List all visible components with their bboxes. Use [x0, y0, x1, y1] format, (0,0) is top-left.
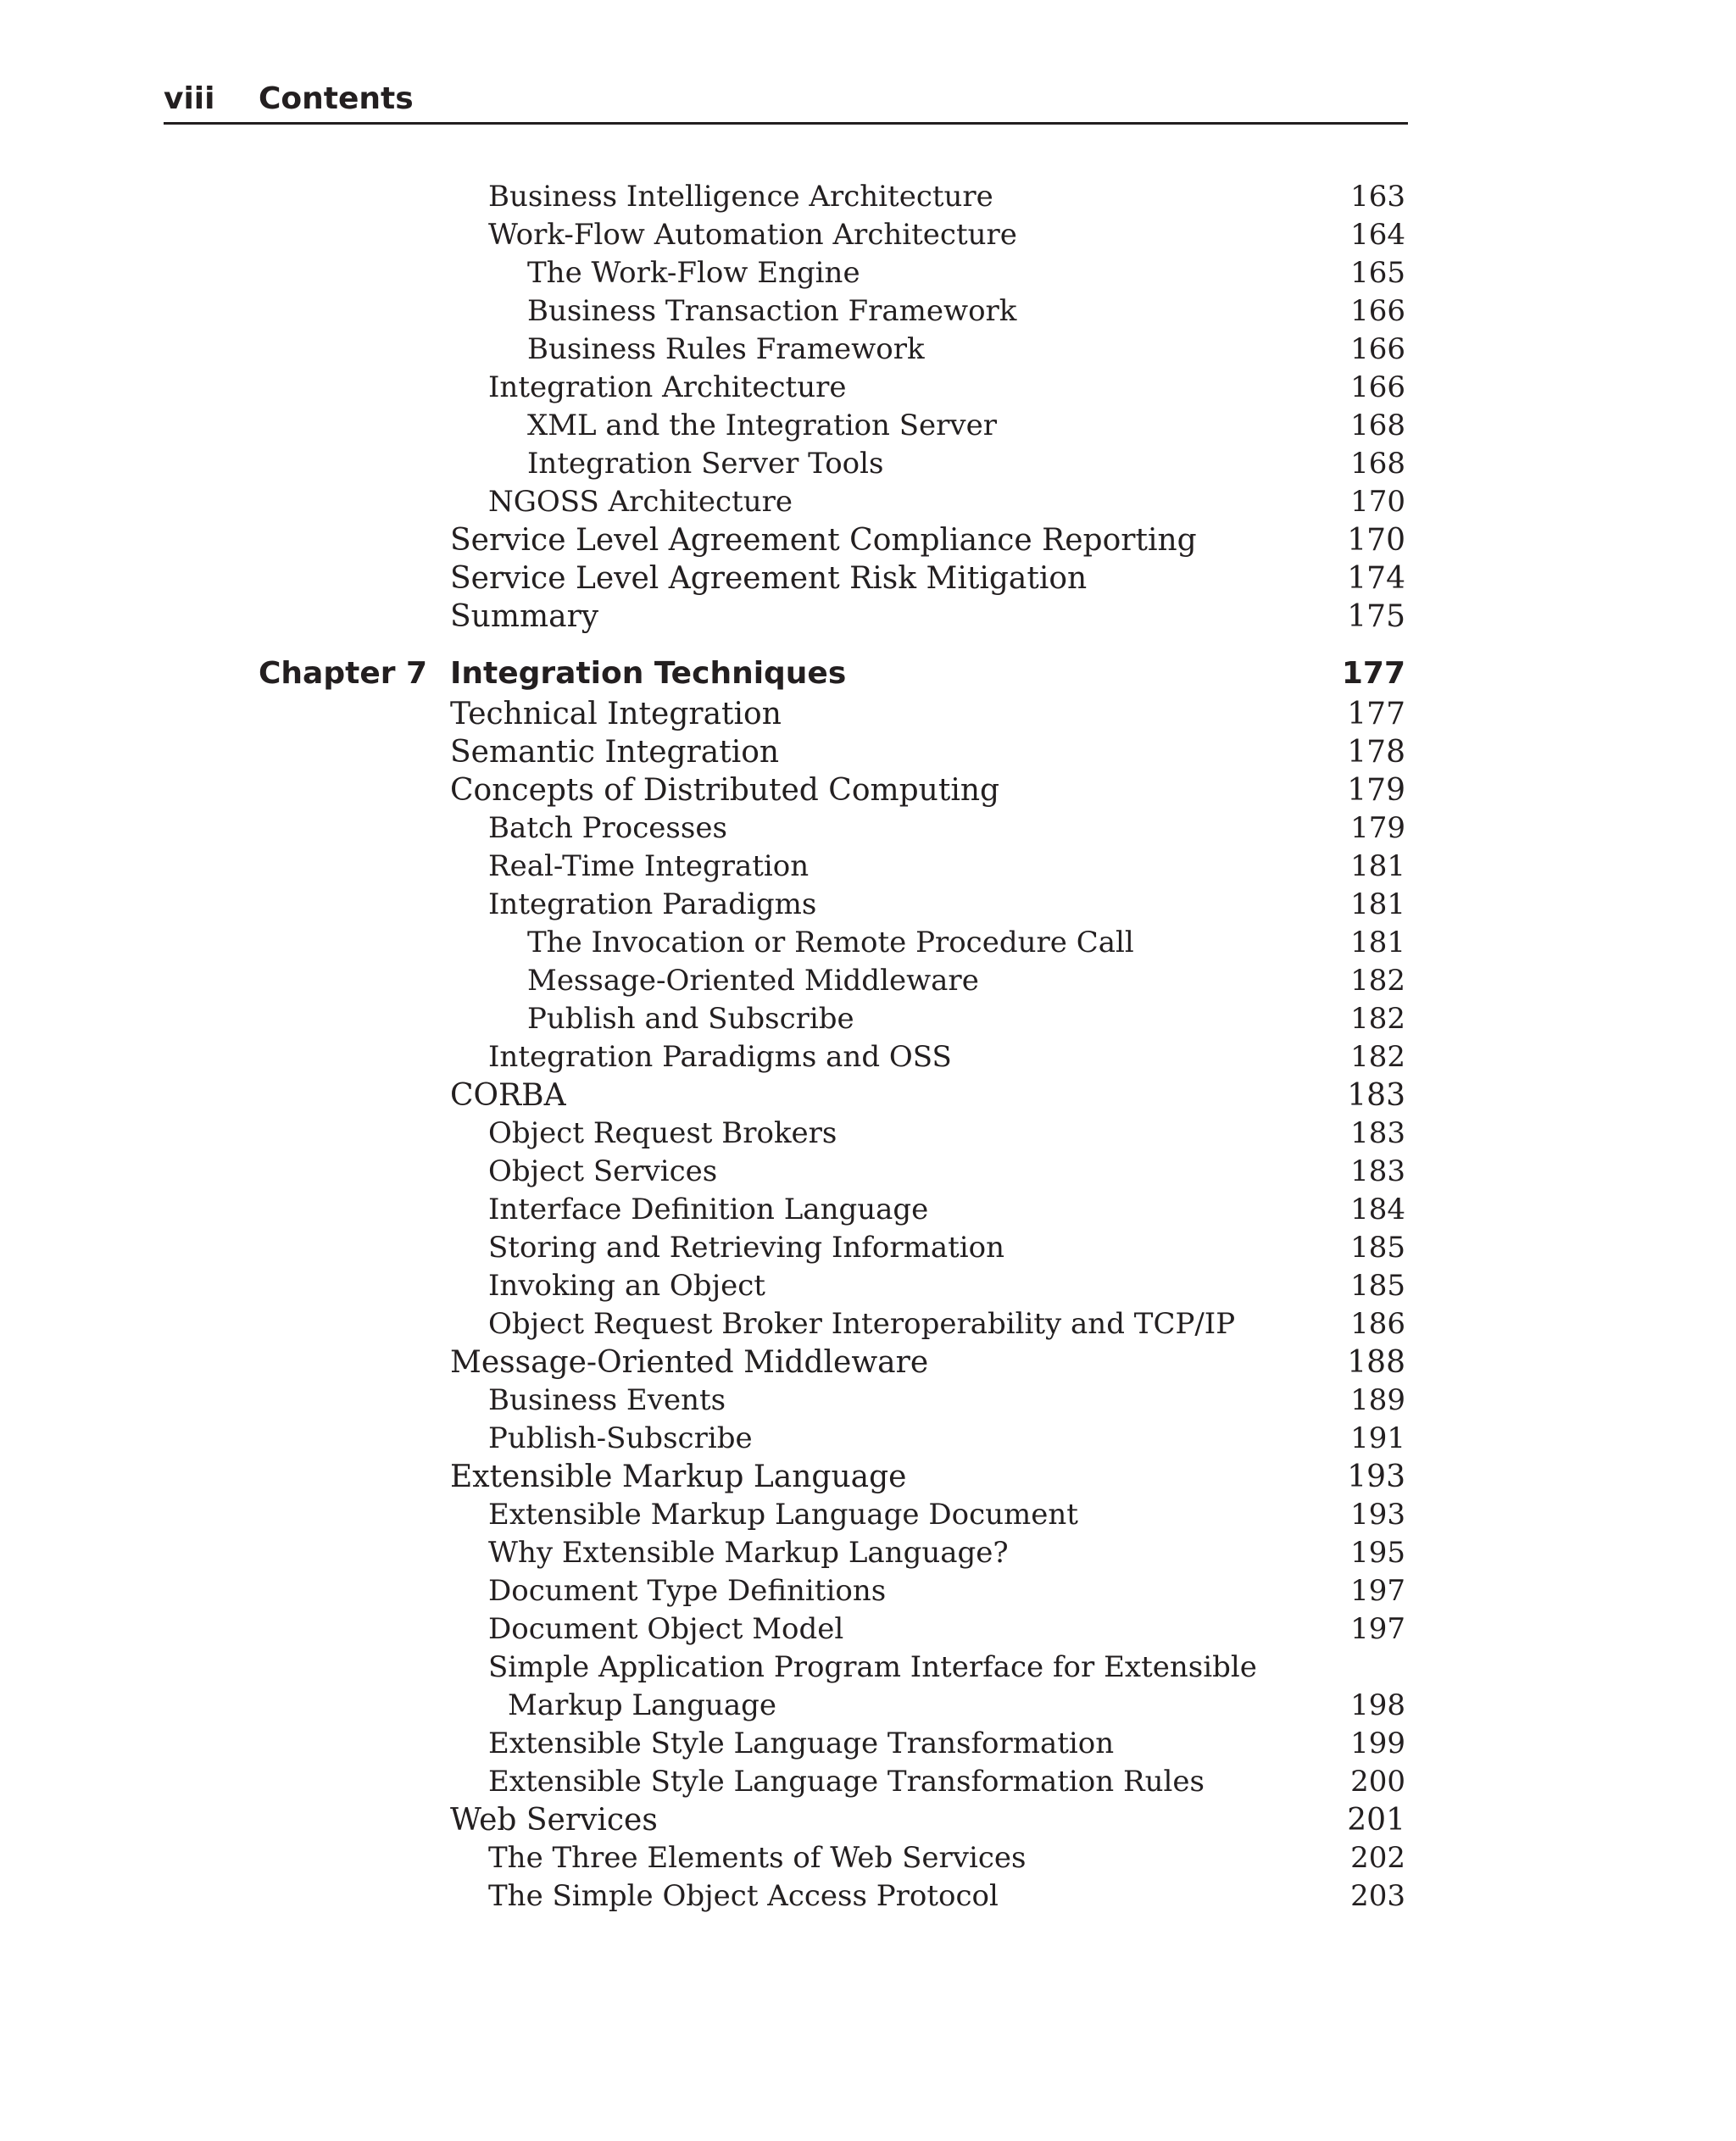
- toc-entry-page: 166: [1350, 294, 1405, 328]
- toc-entry: [0, 1191, 1736, 1229]
- toc-entry-title: Message-Oriented Middleware: [450, 1345, 929, 1380]
- toc-entry: [0, 1153, 1736, 1191]
- toc-entry-title: Business Rules Framework: [527, 332, 925, 366]
- toc-entry-page: 177: [1347, 697, 1405, 731]
- chapter-page: 177: [1341, 656, 1405, 691]
- toc-entry-page: 163: [1350, 180, 1405, 214]
- toc-entry-title: Document Type Definitions: [488, 1574, 887, 1608]
- toc-entry: [0, 886, 1736, 924]
- toc-entry: [0, 1229, 1736, 1267]
- toc-entry-page: 181: [1350, 887, 1405, 921]
- toc-entry-page: 179: [1347, 773, 1405, 808]
- toc-entry-title: Why Extensible Markup Language?: [488, 1536, 1009, 1570]
- toc-entry-page: 186: [1350, 1307, 1405, 1341]
- toc-entry-title: Publish and Subscribe: [527, 1002, 854, 1036]
- chapter-heading: [0, 653, 1736, 695]
- chapter-title: Integration Techniques: [450, 656, 847, 691]
- toc-entry: [0, 445, 1736, 483]
- toc-entry: [0, 483, 1736, 521]
- toc-entry-page: 178: [1347, 735, 1405, 770]
- toc-entry-page: 165: [1350, 256, 1405, 290]
- toc-entry: [0, 1038, 1736, 1076]
- toc-entry-page: 191: [1350, 1421, 1405, 1455]
- toc-entry-title: Concepts of Distributed Computing: [450, 773, 1000, 808]
- toc-entry: [0, 1076, 1736, 1115]
- toc-entry-page: 193: [1350, 1498, 1405, 1532]
- toc-entry-page: 185: [1350, 1269, 1405, 1303]
- toc-entry-title: Work-Flow Automation Architecture: [488, 218, 1017, 252]
- toc-entry-page: 168: [1350, 409, 1405, 442]
- toc-entry: [0, 1458, 1736, 1496]
- toc-entry: [0, 369, 1736, 407]
- toc-entry: [0, 598, 1736, 636]
- toc-entry: [0, 1572, 1736, 1610]
- toc-entry-title: Business Transaction Framework: [527, 294, 1017, 328]
- toc-entry-title: Batch Processes: [488, 811, 727, 845]
- toc-entry-title: Integration Paradigms and OSS: [488, 1040, 952, 1074]
- toc-entry-title: Object Request Brokers: [488, 1116, 837, 1150]
- toc-entry: [0, 1343, 1736, 1382]
- toc-entry: [0, 292, 1736, 331]
- toc-entry: [0, 521, 1736, 559]
- toc-entry: [0, 771, 1736, 809]
- page-header: [164, 78, 1408, 125]
- toc-entry: [0, 733, 1736, 771]
- toc-entry: [0, 1801, 1736, 1839]
- toc-entry-page: 183: [1350, 1116, 1405, 1150]
- toc-entry-title: Real-Time Integration: [488, 849, 810, 883]
- toc-entry: [0, 1839, 1736, 1877]
- toc-entry: [0, 1534, 1736, 1572]
- toc-entry-title: Message-Oriented Middleware: [527, 964, 979, 998]
- toc-entry-title: Document Object Model: [488, 1612, 844, 1646]
- toc-entry: [0, 1305, 1736, 1343]
- toc-entry-title: Extensible Style Language Transformation: [488, 1727, 1115, 1760]
- toc-entry-title: Simple Application Program Interface for Extensible: [488, 1650, 1257, 1684]
- toc-entry-page: 200: [1350, 1765, 1405, 1799]
- toc-entry-page: 185: [1350, 1231, 1405, 1265]
- toc-entry-page: 170: [1347, 523, 1405, 558]
- toc-entry: [0, 1649, 1736, 1725]
- toc-entry-page: 189: [1350, 1383, 1405, 1417]
- toc-entry: [0, 1496, 1736, 1534]
- toc-entry-title: Object Services: [488, 1154, 718, 1188]
- toc-entry-page: 183: [1350, 1154, 1405, 1188]
- toc-entry-title: CORBA: [450, 1078, 566, 1113]
- toc-entry-title: Summary: [450, 599, 599, 634]
- toc-entry-title-continuation: Markup Language: [508, 1688, 776, 1722]
- toc-entry-title: Technical Integration: [450, 697, 782, 731]
- toc-entry-page: 164: [1350, 218, 1405, 252]
- chapter-label: Chapter 7: [259, 656, 428, 691]
- toc-entry: [0, 1877, 1736, 1916]
- toc-entry-title: The Simple Object Access Protocol: [488, 1879, 999, 1913]
- toc-entry-page: 170: [1350, 485, 1405, 519]
- page-number: viii: [164, 81, 215, 116]
- toc-entry: [0, 1267, 1736, 1305]
- toc-entry: [0, 331, 1736, 369]
- toc-entry-title: The Invocation or Remote Procedure Call: [527, 926, 1134, 959]
- toc-entry-title: Service Level Agreement Compliance Reporting: [450, 523, 1197, 558]
- toc-entry-title: Business Intelligence Architecture: [488, 180, 993, 214]
- toc-entry: [0, 1382, 1736, 1420]
- toc-entry-title: Integration Paradigms: [488, 887, 817, 921]
- toc-entry: [0, 254, 1736, 292]
- toc-entry-page: 182: [1350, 964, 1405, 998]
- toc-entry-page: 166: [1350, 332, 1405, 366]
- toc-entry: [0, 1725, 1736, 1763]
- toc-entry-page: 181: [1350, 849, 1405, 883]
- toc-entry: [0, 407, 1736, 445]
- toc-entry-title: Publish-Subscribe: [488, 1421, 753, 1455]
- toc-entry: [0, 1420, 1736, 1458]
- toc-entry-title: Extensible Markup Language Document: [488, 1498, 1078, 1532]
- toc-entry-page: 182: [1350, 1002, 1405, 1036]
- toc-entry-page: 197: [1350, 1612, 1405, 1646]
- toc-entry-page: 203: [1350, 1879, 1405, 1913]
- toc-entry-title: Integration Server Tools: [527, 447, 884, 481]
- toc-entry-title: Object Request Broker Interoperability and TCP/IP: [488, 1307, 1236, 1341]
- toc-entry: [0, 695, 1736, 733]
- toc-entry-title: Semantic Integration: [450, 735, 780, 770]
- toc-entry: [0, 924, 1736, 962]
- toc-entry-title: Extensible Markup Language: [450, 1460, 907, 1494]
- toc-entry-title: XML and the Integration Server: [527, 409, 997, 442]
- toc-entry: [0, 962, 1736, 1000]
- toc-entry-page: 202: [1350, 1841, 1405, 1875]
- toc-entry-title: Integration Architecture: [488, 370, 847, 404]
- toc-entry: [0, 178, 1736, 216]
- toc-entry-page: 168: [1350, 447, 1405, 481]
- toc-entry-page: 197: [1350, 1574, 1405, 1608]
- toc-entry-page: 193: [1347, 1460, 1405, 1494]
- toc-entry-title: Business Events: [488, 1383, 726, 1417]
- toc-entry-title: Extensible Style Language Transformation Rules: [488, 1765, 1205, 1799]
- toc-entry: [0, 1763, 1736, 1801]
- toc-entry: [0, 848, 1736, 886]
- toc-entry-title: Web Services: [450, 1803, 658, 1838]
- toc-entry-page: 188: [1347, 1345, 1405, 1380]
- toc-entry-title: The Work-Flow Engine: [527, 256, 860, 290]
- toc-entry-title: Invoking an Object: [488, 1269, 765, 1303]
- toc-entry-title: The Three Elements of Web Services: [488, 1841, 1027, 1875]
- toc-entry-page: 181: [1350, 926, 1405, 959]
- toc-entry-page: 174: [1347, 561, 1405, 596]
- toc-entry-page: 179: [1350, 811, 1405, 845]
- toc-entry-page: 184: [1350, 1193, 1405, 1226]
- toc-entry-page: 175: [1347, 599, 1405, 634]
- toc-entry: [0, 1000, 1736, 1038]
- toc-entry: [0, 216, 1736, 254]
- toc-entry-page: 201: [1347, 1803, 1405, 1838]
- toc-entry-title: Interface Definition Language: [488, 1193, 929, 1226]
- running-head-title: Contents: [259, 81, 414, 116]
- toc-entry-title: Storing and Retrieving Information: [488, 1231, 1004, 1265]
- toc-entry: [0, 1115, 1736, 1153]
- toc-entry-title: Service Level Agreement Risk Mitigation: [450, 561, 1088, 596]
- toc-entry-page: 195: [1350, 1536, 1405, 1570]
- toc-entry-page: 166: [1350, 370, 1405, 404]
- toc-entry-page: 199: [1350, 1727, 1405, 1760]
- toc-entry: [0, 559, 1736, 598]
- toc-entry: [0, 809, 1736, 848]
- toc-entry: [0, 1610, 1736, 1649]
- toc-entry-page: 198: [1350, 1688, 1405, 1722]
- toc-entry-title: NGOSS Architecture: [488, 485, 793, 519]
- toc-entry-page: 182: [1350, 1040, 1405, 1074]
- toc-entry-page: 183: [1347, 1078, 1405, 1113]
